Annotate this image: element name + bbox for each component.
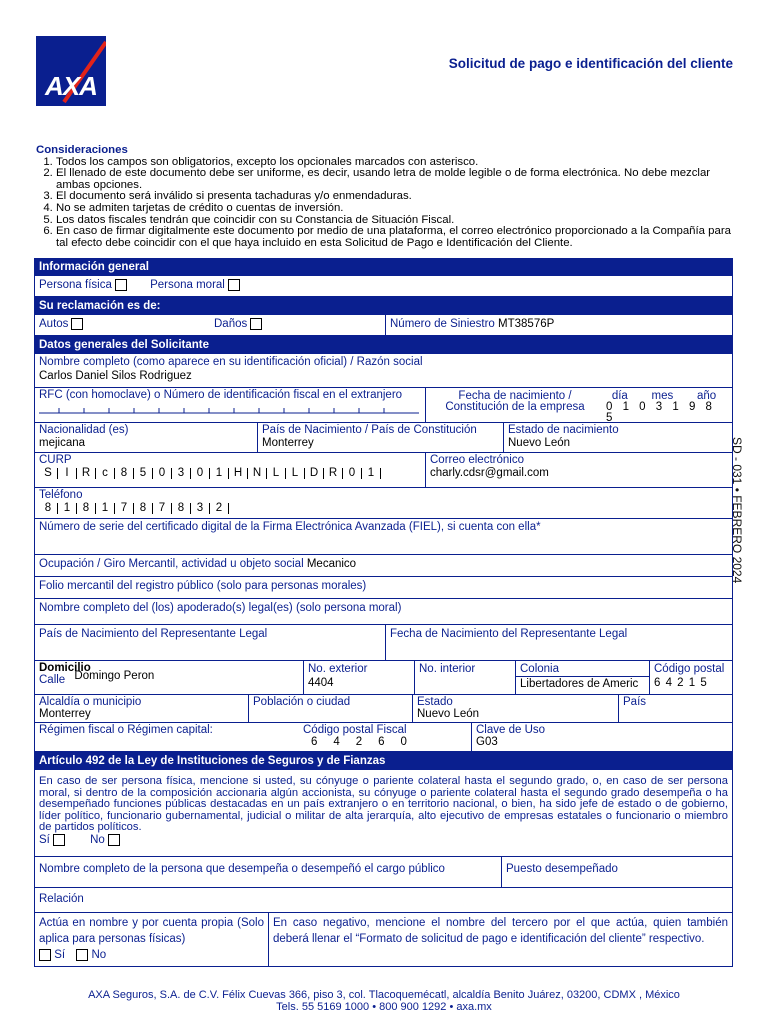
considerations-title: Consideraciones [36, 144, 128, 156]
char-cell: 0 [191, 468, 210, 479]
char-cell: 0 [153, 468, 172, 479]
anio-label: año [696, 390, 717, 402]
negativo-text: En caso negativo, mencione el nombre del tercero por el que actúa, quien también deberá llenar el “Formato de solicitud de pago e identificación del cliente” respectivo. [273, 917, 728, 945]
section-general: Información general [34, 258, 733, 276]
form [34, 258, 733, 967]
char-cell: D [305, 468, 324, 479]
persona-moral-checkbox[interactable] [228, 279, 240, 291]
fecha-value: 0 1 0 3 1 9 8 5 [606, 401, 716, 422]
interior-field[interactable] [414, 661, 515, 694]
fiel-field[interactable] [35, 519, 732, 554]
codigo-postal-value: 6 4 2 1 5 [654, 677, 708, 689]
fecha-label-2: Constitución de la empresa [445, 401, 585, 413]
char-cell: 3 [172, 468, 191, 479]
persona-fisica-checkbox[interactable] [115, 279, 127, 291]
nombre-value: Carlos Daniel Silos Rodriguez [39, 370, 192, 382]
char-cell: I [58, 468, 77, 479]
domicilio-label: Domicilio [39, 662, 91, 674]
articulo-text: En caso de ser persona física, mencione si usted, su cónyuge o pariente colateral hasta el segundo grado, o, en caso de ser persona moral, si dentro de la composición accionaria algún accionista, su cónyuge o pariente colateral hasta el segundo grado desempeña o ha desempeñado funciones públicas destacadas en un país extranjero o en territorio nacional, o bien, ha sido jefe de estado o de gobierno, líder político, funcionario gubernamental, judicial o militar de alta jerarquía, alto ejecutivo de empresas estatales o funcionario o miembro de partidos políticos. [39, 775, 728, 834]
siniestro-label: Número de Siniestro [390, 318, 495, 330]
nacionalidad-field[interactable] [35, 423, 257, 452]
puesto-field[interactable] [501, 857, 732, 887]
char-cell: 8 [115, 468, 134, 479]
fiel-label: Número de serie del certificado digital de la Firma Electrónica Avanzada (FIEL), si cuenta con ella* [39, 521, 541, 533]
telefono-value [39, 502, 728, 515]
estado-nacimiento-label: Estado de nacimiento [508, 424, 619, 436]
char-cell: R [324, 468, 343, 479]
nombre-label: Nombre completo (como aparece en su identificación oficial) / Razón social [39, 356, 423, 368]
ocupacion-label: Ocupación / Giro Mercantil, actividad u objeto social [39, 558, 304, 570]
ocupacion-value: Mecanico [306, 558, 357, 570]
char-cell: H [229, 468, 248, 479]
estado-value: Nuevo León [417, 708, 480, 720]
correo-value: charly.cdsr@gmail.com [430, 467, 549, 479]
apoderado-label: Nombre completo del (los) apoderado(s) legal(es) (solo persona moral) [39, 602, 402, 614]
si-checkbox[interactable] [53, 834, 65, 846]
list-item: 6. En caso de firmar digitalmente este documento por medio de una plataforma, el correo electrónico proporcionado a la Compañía para tal efecto debe coincidir con el que haya incluido en esta Solicitud de Pago e Identificación del Cliente. [56, 226, 736, 249]
page-title: Solicitud de pago e identificación del cliente [448, 56, 733, 71]
interior-label: No. interior [419, 663, 476, 675]
autos-checkbox[interactable] [71, 318, 83, 330]
persona-moral-label: Persona moral [150, 279, 225, 291]
char-cell: R [77, 468, 96, 479]
siniestro-field[interactable] [385, 315, 732, 335]
calle-label: Calle [39, 674, 66, 686]
exterior-field[interactable] [303, 661, 414, 694]
fecha-label-1: Fecha de nacimiento / [458, 390, 572, 402]
actua-si-checkbox[interactable] [39, 949, 51, 961]
footer-phones: Tels. 55 5169 1000 • 800 900 1292 • axa.mx [276, 1001, 492, 1013]
alcaldia-value: Monterrey [39, 708, 91, 720]
char-cell: N [248, 468, 267, 479]
danos-label: Daños [214, 318, 248, 330]
char-cell: 1 [96, 503, 115, 514]
tercero-field[interactable] [268, 913, 732, 966]
actua-label: Actúa en nombre y por cuenta propia (Solo aplica para personas físicas) [39, 917, 264, 945]
codigo-postal-field[interactable] [649, 661, 732, 694]
nacionalidad-label: Nacionalidad (es) [39, 424, 129, 436]
correo-field[interactable] [425, 453, 732, 487]
char-cell: 8 [134, 503, 153, 514]
logo-text: AXA [45, 71, 97, 101]
dia-label: día [611, 390, 628, 402]
correo-label: Correo electrónico [430, 454, 524, 466]
estado-nacimiento-value: Nuevo León [508, 437, 571, 449]
nombre-cargo-field[interactable] [35, 857, 501, 887]
list-item: 2. El llenado de este documento debe ser uniforme, es decir, usando letra de molde legible o de forma electrónica. No debe mezclar ambas opciones. [56, 168, 736, 191]
folio-label: Folio mercantil del registro público (solo para personas morales) [39, 580, 367, 592]
nacionalidad-value: mejicana [39, 437, 86, 449]
char-cell: 5 [134, 468, 153, 479]
char-cell: L [267, 468, 286, 479]
ocupacion-field[interactable] [35, 555, 732, 576]
actua-si-label: Sí [54, 949, 66, 961]
si-label: Sí [39, 834, 50, 846]
list-item: 3. El documento será inválido si presenta tachaduras y/o enmendaduras. [56, 191, 736, 203]
alcaldia-label: Alcaldía o municipio [39, 696, 142, 708]
mes-label: mes [651, 390, 674, 402]
section-solicitante: Datos generales del Solicitante [34, 336, 733, 354]
calle-value: Domingo Peron [74, 670, 155, 682]
telefono-field[interactable] [35, 488, 732, 518]
list-item: 4. No se admiten tarjetas de crédito o cuentas de inversión. [56, 203, 736, 215]
poblacion-label: Población o ciudad [253, 696, 351, 708]
char-cell: 0 [343, 468, 362, 479]
colonia-label: Colonia [520, 663, 559, 675]
curp-field[interactable] [35, 453, 425, 487]
char-cell: L [286, 468, 305, 479]
cp-fiscal-field[interactable] [299, 723, 471, 751]
char-cell: S [39, 468, 58, 479]
fecha-nacimiento-field[interactable] [425, 388, 732, 422]
regimen-label: Régimen fiscal o Régimen capital: [39, 724, 213, 736]
clave-uso-field[interactable] [471, 723, 732, 751]
char-cell: c [96, 468, 115, 479]
footer-address: AXA Seguros, S.A. de C.V. Félix Cuevas 366, piso 3, col. Tlacoquemécatl, alcaldía Benito Juárez, 03200, CDMX , México [88, 989, 680, 1001]
considerations-list [36, 157, 736, 250]
pais-label: País [623, 696, 647, 708]
calle-field[interactable] [35, 661, 303, 694]
clave-uso-label: Clave de Uso [476, 724, 546, 736]
apoderado-field[interactable] [35, 599, 732, 624]
siniestro-value: MT38576P [498, 318, 555, 330]
char-cell: 3 [191, 503, 210, 514]
pais-representante-field[interactable] [35, 625, 385, 660]
rfc-tick-boxes [39, 402, 419, 414]
pais-representante-label: País de Nacimiento del Representante Legal [39, 628, 268, 640]
no-label: No [90, 834, 105, 846]
nombre-field[interactable] [35, 354, 732, 387]
curp-label: CURP [39, 454, 72, 466]
char-cell: 7 [153, 503, 172, 514]
rfc-field[interactable] [35, 388, 425, 422]
exterior-label: No. exterior [308, 663, 368, 675]
poblacion-field[interactable] [248, 695, 412, 722]
clave-uso-value: G03 [476, 736, 498, 748]
char-cell: 8 [39, 503, 58, 514]
estado-label: Estado [417, 696, 453, 708]
estado-nacimiento-field[interactable] [503, 423, 732, 452]
char-cell: 8 [172, 503, 191, 514]
exterior-value: 4404 [308, 677, 334, 689]
autos-label: Autos [39, 318, 69, 330]
document-code: SD - 031 • FEBRERO 2024 [730, 437, 744, 584]
relacion-field[interactable] [35, 888, 732, 912]
pais-nacimiento-label: País de Nacimiento / País de Constitución [262, 424, 477, 436]
rfc-label: RFC (con homoclave) o Número de identificación fiscal en el extranjero [39, 389, 403, 401]
footer [0, 989, 768, 1013]
colonia-field[interactable] [515, 661, 649, 694]
pais-nacimiento-field[interactable] [257, 423, 503, 452]
no-checkbox[interactable] [108, 834, 120, 846]
folio-field[interactable] [35, 577, 732, 598]
char-cell: 8 [77, 503, 96, 514]
actua-no-label: No [91, 949, 107, 961]
fecha-representante-label: Fecha de Nacimiento del Representante Legal [390, 628, 628, 640]
considerations [36, 145, 736, 249]
danos-checkbox[interactable] [250, 318, 262, 330]
pais-field[interactable] [618, 695, 732, 722]
codigo-postal-label: Código postal [654, 663, 725, 675]
list-item: 1. Todos los campos son obligatorios, excepto los opcionales marcados con asterisco. [56, 157, 736, 169]
char-cell: 1 [362, 468, 381, 479]
fecha-representante-field[interactable] [385, 625, 732, 660]
actua-no-checkbox[interactable] [76, 949, 88, 961]
section-reclamacion: Su reclamación es de: [34, 297, 733, 315]
pais-nacimiento-value: Monterrey [262, 437, 314, 449]
cp-fiscal-value: 6 4 2 6 0 [311, 736, 407, 748]
char-cell: 1 [58, 503, 77, 514]
colonia-value: Libertadores de Americ [516, 676, 649, 691]
puesto-label: Puesto desempeñado [506, 863, 618, 875]
cp-fiscal-label: Código postal Fiscal [303, 724, 407, 736]
list-item: 5. Los datos fiscales tendrán que coincidir con su Constancia de Situación Fiscal. [56, 215, 736, 227]
char-cell: 1 [210, 468, 229, 479]
axa-logo [36, 36, 106, 106]
regimen-field[interactable] [35, 723, 299, 751]
estado-field[interactable] [412, 695, 618, 722]
char-cell: 7 [115, 503, 134, 514]
relacion-label: Relación [39, 893, 84, 905]
alcaldia-field[interactable] [35, 695, 248, 722]
char-cell: 2 [210, 503, 229, 514]
nombre-cargo-label: Nombre completo de la persona que desempeña o desempeñó el cargo público [39, 863, 445, 875]
persona-fisica-label: Persona física [39, 279, 112, 291]
telefono-label: Teléfono [39, 489, 83, 501]
curp-value [39, 467, 421, 480]
section-articulo: Artículo 492 de la Ley de Instituciones de Seguros y de Fianzas [34, 752, 733, 770]
